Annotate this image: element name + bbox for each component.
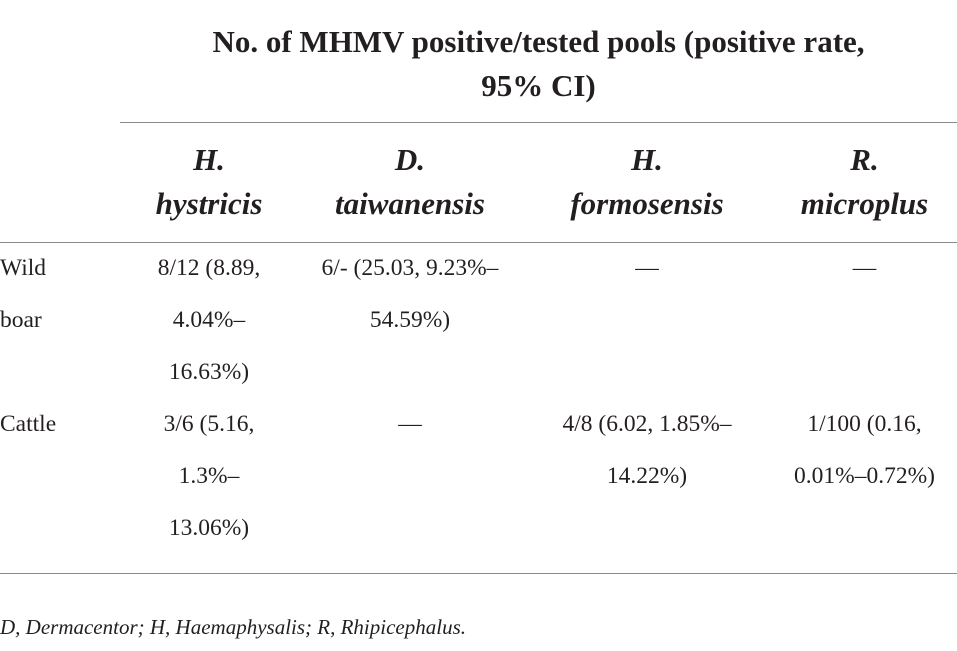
table-cell [298, 242, 522, 346]
cell-line: 54.59%) [369, 307, 451, 333]
column-header-line: R. [850, 142, 879, 177]
cell-line: 14.22%) [606, 463, 688, 489]
row-label-line: Cattle [0, 411, 57, 437]
cell-line: 16.63%) [168, 359, 250, 385]
table-cell [772, 398, 957, 502]
spanning-header-line-1: No. of MHMV positive/tested pools (positive rate, [212, 24, 865, 59]
cell-line: 3/6 (5.16, [163, 411, 255, 437]
column-header-h-hystricis [120, 138, 298, 226]
column-header-line: microplus [800, 186, 929, 221]
spanner-rule [120, 122, 957, 123]
bottom-rule [0, 573, 957, 574]
table-cell [522, 242, 772, 294]
column-header-line: taiwanensis [335, 186, 485, 221]
column-header-line: D. [394, 142, 426, 177]
table-cell [120, 398, 298, 554]
cell-line: — [635, 255, 659, 281]
cell-line: 4.04%– [172, 307, 246, 333]
row-label-wild-boar [0, 242, 110, 346]
cell-line: — [398, 411, 422, 437]
spanning-header-line-2: 95% CI) [481, 68, 596, 103]
cell-line: 13.06%) [168, 515, 250, 541]
column-header-line: H. [631, 142, 663, 177]
column-header-h-formosensis [522, 138, 772, 226]
cell-line: 0.01%–0.72%) [794, 463, 935, 489]
cell-line: 1.3%– [178, 463, 240, 489]
cell-line: 1/100 (0.16, [807, 411, 922, 437]
row-label-line: Wild [0, 255, 47, 281]
table-footnote: D, Dermacentor; H, Haemaphysalis; R, Rhipicephalus. [0, 615, 466, 639]
column-header-line: H. [193, 142, 225, 177]
cell-line: 4/8 (6.02, 1.85%– [562, 411, 732, 437]
spanning-column-header [120, 20, 957, 108]
column-header-d-taiwanensis [298, 138, 522, 226]
table-cell [120, 242, 298, 398]
table-cell [522, 398, 772, 502]
cell-line: 6/- (25.03, 9.23%– [321, 255, 499, 281]
column-header-line: formosensis [570, 186, 724, 221]
row-label-line: boar [0, 307, 42, 333]
cell-line: — [852, 255, 877, 281]
column-header-r-microplus [772, 138, 957, 226]
cell-line: 8/12 (8.89, [157, 255, 261, 281]
row-label-cattle [0, 398, 110, 450]
table-cell [298, 398, 522, 450]
table-cell [772, 242, 957, 294]
column-header-line: hystricis [155, 186, 263, 221]
